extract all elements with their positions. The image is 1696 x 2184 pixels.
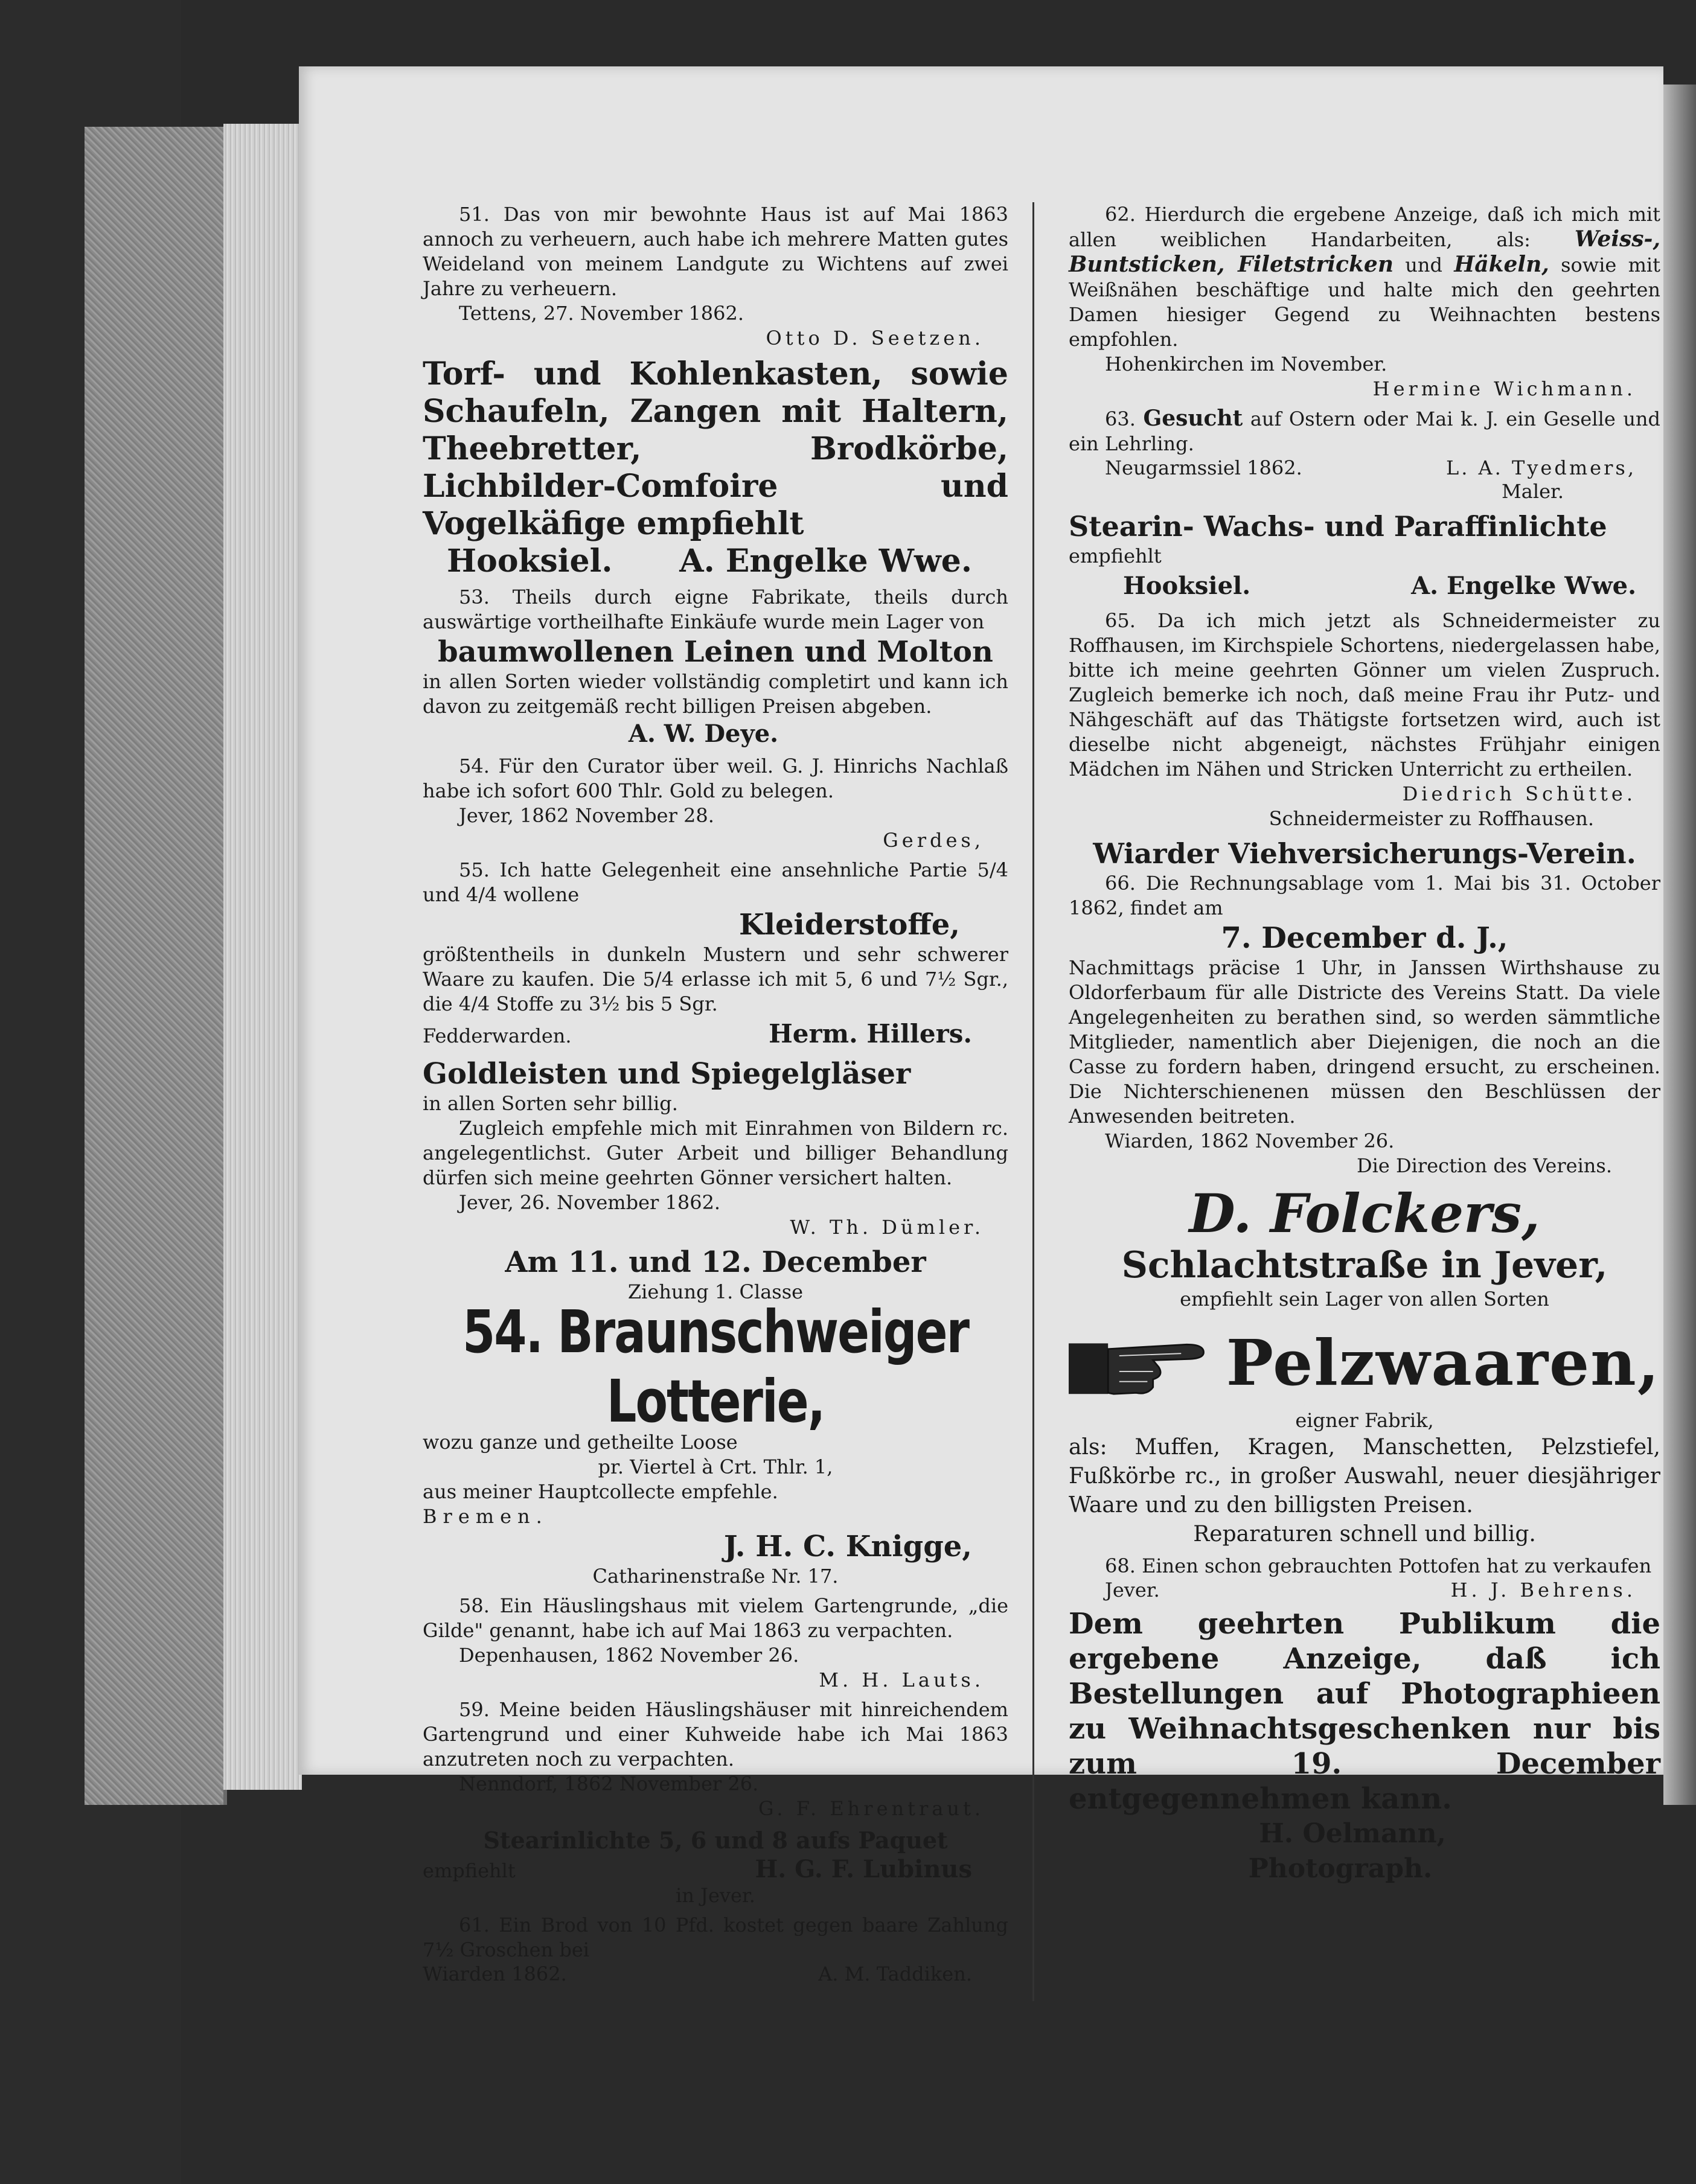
ad-place: Depenhausen, 1862 November 26. [459, 1644, 799, 1667]
ad-headline: Wiarder Viehversicherungs-Verein. [1093, 837, 1636, 870]
ad-signature: Otto D. Seetzen. [766, 327, 984, 350]
ad-signature: H. G. F. Lubinus [755, 1855, 972, 1883]
pointing-hand-icon [1069, 1318, 1226, 1408]
ad-text: sowie mit Weißnähen beschäftige und halte mich den geehrten Damen hiesiger Gegend zu Weihnachten bestens empfohlen. [1069, 254, 1661, 351]
lottery-draw: Ziehung 1. Classe [627, 1280, 804, 1303]
ad-address: Catharinenstraße Nr. 17. [592, 1565, 839, 1588]
ad-53 [423, 585, 1008, 749]
ad-text: als: Muffen, Kragen, Manschetten, Pelzstiefel, Fußkörbe rc., in großer Auswahl, neuer diesjähriger Waare und zu den billigsten Preisen. [1069, 1435, 1660, 1518]
ad-text: 55. Ich hatte Gelegenheit eine ansehnliche Partie 5/4 und 4/4 wollene [423, 858, 1008, 906]
ad-text: 68. Einen schon gebrauchten Pottofen hat zu verkaufen [1105, 1554, 1652, 1577]
ad-emphasis: Gesucht [1143, 406, 1243, 431]
ad-66 [1069, 836, 1660, 1178]
ad-57-lottery [423, 1245, 1008, 1589]
ad-text: 54. Für den Curator über weil. G. J. Hinrichs Nachlaß habe ich sofort 600 Thlr. Gold zu belegen. [423, 755, 1008, 802]
ad-headline: baumwollenen Leinen und Molton [438, 635, 993, 669]
ad-text: 66. Die Rechnungsablage vom 1. Mai bis 31. October 1862, findet am [1069, 872, 1660, 919]
ad-headline: Stearinlichte 5, 6 und 8 aufs Paquet [483, 1827, 948, 1854]
column-divider [1032, 202, 1034, 2001]
ad-text: 58. Ein Häuslingshaus mit vielem Gartengrunde, „die Gilde" genannt, habe ich auf Mai 1863 zu verpachten. [423, 1594, 1008, 1642]
ad-61 [423, 1913, 1008, 1985]
ad-signature: Gerdes, [883, 829, 984, 852]
ad-place: Jever. [1105, 1579, 1160, 1601]
ad-place: Tettens, 27. November 1862. [459, 302, 744, 325]
ad-text: 59. Meine beiden Häuslingshäuser mit hinreichendem Gartengrund und einer Kuhweide habe ich Mai 1863 anzutreten noch zu verpachten. [423, 1698, 1008, 1771]
page-edges [223, 124, 302, 1790]
ad-58 [423, 1594, 1008, 1693]
ad-text: Reparaturen schnell und billig. [1193, 1522, 1536, 1547]
ad-name: D. Folckers, [1189, 1182, 1540, 1245]
ad-64 [1069, 509, 1660, 604]
ad-text: auf Ostern oder Mai k. J. ein Geselle und ein Lehrling. [1069, 407, 1661, 455]
ad-headline: Torf- und Kohlenkasten, sowie Schaufeln, Zangen mit Haltern, Theebretter, Brodkörbe, Lichbilder-Comfoire und Vogelkäfige empfiehlt [423, 356, 1008, 542]
ad-text: 53. Theils durch eigne Fabrikate, theils durch auswärtige vortheilhafte Einkäufe wurde mein Lager von [423, 586, 1008, 633]
ad-city: Bremen. [423, 1505, 548, 1528]
lottery-date: Am 11. und 12. December [505, 1245, 926, 1279]
ad-headline: Goldleisten und Spiegelgläser [423, 1057, 911, 1091]
ad-text: 61. Ein Brod von 10 Pfd. kostet gegen baare Zahlung 7½ Groschen bei [423, 1914, 1008, 1961]
ad-65 [1069, 608, 1660, 831]
ad-63 [1069, 406, 1660, 504]
lottery-headline: 54. Braunschweiger Lotterie, [462, 1298, 969, 1436]
ad-place: Jever, 26. November 1862. [459, 1191, 721, 1214]
ad-signature: Diedrich Schütte. [1402, 782, 1636, 805]
ad-text: 51. Das von mir bewohnte Haus ist auf Mai 1863 annoch zu verheuern, auch habe ich mehrere Matten gutes Weideland von meinem Landgute zu Wichtens auf zwei Jahre zu verheuern. [423, 203, 1008, 300]
ad-place: Jever, 1862 November 28. [459, 804, 714, 827]
ad-place: Hooksiel. [447, 543, 613, 580]
ad-signature: A. M. Taddiken. [818, 1962, 972, 1985]
ad-62 [1069, 202, 1660, 401]
ad-place: Wiarden 1862. [423, 1962, 567, 1985]
ad-role: Maler. [1502, 480, 1564, 503]
ad-city: in Jever. [676, 1884, 755, 1907]
ad-signature: Hermine Wichmann. [1372, 377, 1636, 400]
book-cover-marbled [85, 127, 227, 1805]
ad-text: 62. Hierdurch die ergebene Anzeige, daß ich mich mit allen weiblichen Handarbeiten, als: [1069, 203, 1660, 251]
ad-59 [423, 1697, 1008, 1821]
ad-role: Photograph. [1248, 1853, 1433, 1884]
ad-text: eigner Fabrik, [1295, 1409, 1434, 1432]
ad-text: aus meiner Hauptcollecte empfehle. [423, 1480, 778, 1503]
ad-place: Fedderwarden. [423, 1024, 572, 1047]
ad-signature: M. H. Lauts. [819, 1668, 984, 1691]
ad-text: in allen Sorten sehr billig. [423, 1092, 678, 1115]
ad-place: Neugarmssiel 1862. [1105, 456, 1302, 479]
ad-text: pr. Viertel à Crt. Thlr. 1, [598, 1455, 833, 1478]
ad-text: größtentheils in dunkeln Mustern und sehr schwerer Waare zu kaufen. Die 5/4 erlasse ich mit 5, 6 und 7½ Sgr., die 4/4 Stoffe zu 3½ bis 5 Sgr. [423, 943, 1008, 1015]
ad-signature: A. Engelke Wwe. [679, 543, 972, 580]
ad-signature: W. Th. Dümler. [790, 1216, 984, 1239]
ad-headline: Pelzwaaren, [1226, 1326, 1660, 1400]
ad-place: Hohenkirchen im November. [1105, 353, 1387, 375]
ad-signature: L. A. Tyedmers, [1445, 456, 1636, 479]
ad-52 [423, 356, 1008, 580]
ad-text: und [1405, 254, 1442, 276]
ad-signature: A. W. Deye. [628, 720, 779, 748]
ad-text: empfiehlt [423, 1859, 516, 1882]
ad-56 [423, 1056, 1008, 1240]
ad-emphasis: Häkeln, [1454, 252, 1549, 277]
ad-emphasis: Weiss-, Buntsticken, Filetstricken [1069, 226, 1661, 277]
left-column [423, 202, 1008, 1990]
ad-text: empfiehlt sein Lager von allen Sorten [1180, 1288, 1549, 1311]
ad-68 [1069, 1554, 1660, 1601]
ad-54 [423, 754, 1008, 853]
ad-text: wozu ganze und getheilte Loose [423, 1431, 738, 1454]
ad-signature: J. H. C. Knigge, [723, 1530, 972, 1563]
ad-67-folckers [1069, 1183, 1660, 1549]
ad-51 [423, 202, 1008, 351]
ad-text: Nachmittags präcise 1 Uhr, in Janssen Wirthshause zu Oldorferbaum für alle Districte des Vereins Statt. Da viele Angelegenheiten zu berathen sind, so werden sämmtliche Mitglieder, namentlich aber Diejenigen, die noch an die Casse zu fordern haben, dringend ersucht, zu erscheinen. Die Nichterschienenen müssen den Beschlüssen der Anwesenden beitreten. [1069, 956, 1660, 1128]
ad-text: 65. Da ich mich jetzt als Schneidermeister zu Roffhausen, im Kirchspiele Schortens, niedergelassen habe, bitte ich meine geehrten Gönner um vielen Zuspruch. Zugleich bemerke ich noch, daß meine Frau ihr Putz- und Nähgeschäft auf das Thätigste fortsetzen wird, auch ist dieselbe nicht abgeneigt, nächstes Frühjahr einigen Mädchen im Nähen und Stricken Unterricht zu ertheilen. [1069, 609, 1660, 781]
ad-text: in allen Sorten wieder vollständig completirt und kann ich davon zu zeitgemäß recht billigen Preisen abgeben. [423, 670, 1008, 718]
ad-signature: Die Direction des Vereins. [1357, 1154, 1612, 1177]
ad-55 [423, 858, 1008, 1052]
ad-headline: Stearin- Wachs- und Paraffinlichte [1069, 510, 1607, 543]
ad-number: 63. [1105, 407, 1136, 430]
ad-signature: G. F. Ehrentraut. [758, 1797, 984, 1820]
ad-headline: Dem geehrten Publikum die ergebene Anzeige, daß ich Bestellungen auf Photographieen zu Weihnachtsgeschenken nur bis zum 19. December entgegennehmen kann. [1069, 1607, 1660, 1816]
ad-headline: Kleiderstoffe, [739, 908, 960, 942]
ad-signature: Herm. Hillers. [769, 1019, 972, 1049]
ad-60 [423, 1826, 1008, 1908]
ad-place: Nenndorf, 1862 November 26. [459, 1772, 759, 1795]
ad-place: Wiarden, 1862 November 26. [1105, 1129, 1395, 1152]
right-column [1069, 202, 1660, 1891]
ad-signature: H. Oelmann, [1259, 1818, 1446, 1849]
ad-place: Hooksiel. [1123, 572, 1251, 600]
ad-date: 7. December d. J., [1221, 921, 1508, 955]
ad-text: empfiehlt [1069, 544, 1162, 567]
ad-signature: H. J. Behrens. [1450, 1579, 1636, 1601]
page-right-edge [1663, 85, 1696, 1805]
ad-role: Schneidermeister zu Roffhausen. [1269, 807, 1594, 830]
ad-address: Schlachtstraße in Jever, [1121, 1244, 1608, 1286]
ad-text: Zugleich empfehle mich mit Einrahmen von Bildern rc. angelegentlichst. Guter Arbeit und billiger Behandlung dürfen sich meine geehrten Gönner versichert halten. [423, 1117, 1008, 1189]
ad-signature: A. Engelke Wwe. [1411, 572, 1636, 600]
ad-69-photographer [1069, 1606, 1660, 1886]
